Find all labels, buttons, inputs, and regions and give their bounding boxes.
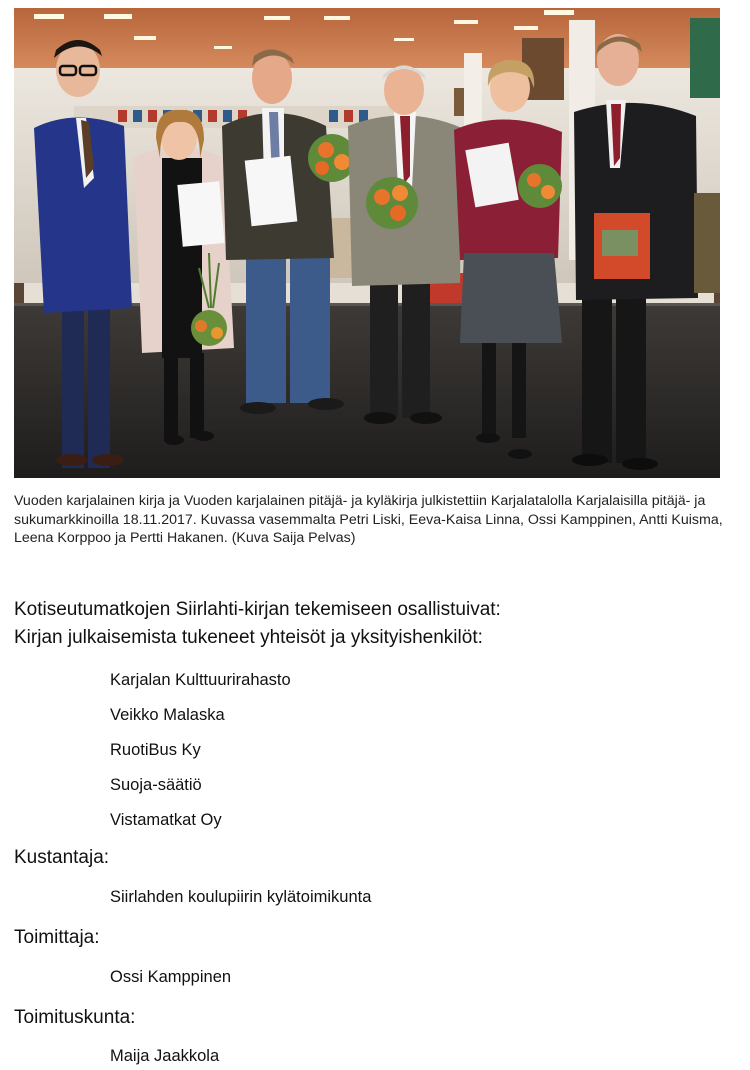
group-photo: [14, 8, 720, 478]
photo-caption: Vuoden karjalainen kirja ja Vuoden karjalainen pitäjä- ja kyläkirja julkistettiin Karjalatalolla Karjalaisilla pitäjä- ja sukumarkkinoilla 18.11.2017. Kuvassa vasemmalta Petri Liski, Eeva-Kaisa Linna, Ossi Kamppinen, Antti Kuisma, Leena Korppoo ja Pertti Hakanen. (Kuva Saija Pelvas): [14, 493, 723, 546]
publisher-heading: Kustantaja:: [14, 847, 110, 868]
supporters-heading: Kirjan julkaisemista tukeneet yhteisöt ja yksityishenkilöt:: [14, 627, 483, 648]
publisher-name: Siirlahden koulupiirin kylätoimikunta: [110, 888, 372, 906]
supporter-item: Veikko Malaska: [110, 706, 225, 724]
editor-name: Ossi Kamppinen: [110, 968, 232, 986]
editor-heading: Toimittaja:: [14, 927, 100, 948]
board-member: Maija Jaakkola: [110, 1047, 220, 1065]
supporter-item: Karjalan Kulttuurirahasto: [110, 671, 291, 689]
supporter-item: Vistamatkat Oy: [110, 811, 222, 829]
board-heading: Toimituskunta:: [14, 1007, 136, 1028]
supporter-item: RuotiBus Ky: [110, 741, 201, 759]
intro-heading: Kotiseutumatkojen Siirlahti-kirjan tekemiseen osallistuivat:: [14, 599, 501, 620]
supporter-item: Suoja-säätiö: [110, 776, 202, 794]
